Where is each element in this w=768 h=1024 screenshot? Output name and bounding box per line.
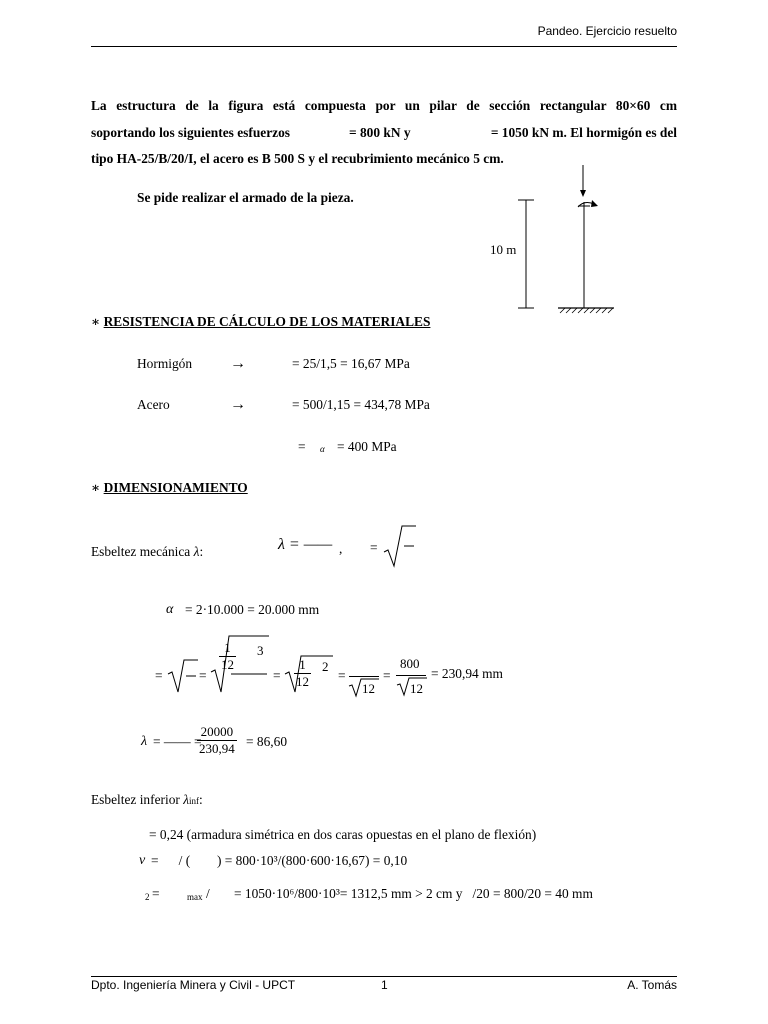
lambda-value-eq: = —— = [153,734,202,749]
intro-line-2-c: = 1050 kN m. El hormigón es del [490,125,677,140]
gyration-eq-3: = [273,668,281,683]
esbeltez-mecanica-text: Esbeltez mecánica [91,544,191,559]
section-1-heading [91,314,430,330]
acero-limit-eq: = [298,439,306,454]
hormigon-label: Hormigón [137,356,193,371]
gyration-frac-2-exp: 2 [322,659,329,674]
buckling-length-alpha: α [166,602,174,617]
nu-symbol: ν [139,853,146,868]
esbeltez-mecanica-label [91,544,203,560]
gyration-sqrt-12: 12 [362,681,375,696]
c-coefficient-line: = 0,24 (armadura simétrica en dos caras opuestas en el plano de flexión) [149,827,537,842]
acero-limit-alpha: α [320,444,325,454]
gyration-result: = 230,94 mm [431,666,503,681]
footer-rule [91,976,677,977]
radius-sqrt-icon [382,522,418,570]
esbeltez-inferior-lambda: λ [183,792,190,807]
section-1-title: RESISTENCIA DE CÁLCULO DE LOS MATERIALES [103,314,431,329]
running-header: Pandeo. Ejercicio resuelto [537,24,677,38]
gyration-frac-1-num: 1 [224,640,231,655]
gyration-frac-1-den: 12 [221,657,234,672]
task-statement: Se pide realizar el armado de la pieza. [137,190,354,205]
gyration-eq-1: = [155,668,163,683]
gyration-sqrt-1-icon [166,652,200,696]
axial-load-arrow-icon [580,165,586,197]
esbeltez-inferior-text: Esbeltez inferior [91,792,180,807]
esbeltez-mecanica-colon: : [199,544,204,559]
gyration-sqrt-den: 12 [410,681,423,696]
section-1-bullet: ∗ [91,314,101,329]
hormigon-value: = 25/1,5 = 16,67 MPa [292,356,410,371]
acero-value: = 500/1,15 = 434,78 MPa [292,397,430,412]
section-2-heading [91,480,248,496]
lambda-value-num: 20000 [200,724,234,739]
hormigon-arrow-icon: → [230,355,246,372]
e2-eq: = [152,886,160,901]
e2-max: max [187,892,203,902]
gyration-frac-1-exp: 3 [257,643,264,658]
intro-line-1: La estructura de la figura está compuesta por un pilar de sección rectangular 80×60 cm [91,98,677,113]
gyration-frac-2-den: 12 [296,674,309,689]
lambda-value-sym: λ [141,734,148,749]
intro-line-2-b: = 800 kN y [349,125,411,140]
intro-line-2 [91,125,677,143]
intro-line-3: tipo HA-25/B/20/I, el acero es B 500 S y el recubrimiento mecánico 5 cm. [91,151,504,166]
gyration-frac-1 [219,640,236,673]
section-2-bullet: ∗ [91,480,101,495]
intro-line-2-a: soportando los siguientes esfuerzos [91,125,291,140]
e2-sub: 2 [145,892,150,902]
acero-label: Acero [137,397,170,412]
gyration-frac-2-num: 1 [299,657,306,672]
lambda-definition-comma: , [339,541,343,556]
gyration-eq-5: = [383,668,391,683]
gyration-frac-2 [294,657,311,690]
gyration-frac-3-num: 800 [400,656,420,671]
esbeltez-mecanica-lambda: λ [193,544,200,559]
section-2-title: DIMENSIONAMIENTO [103,480,248,495]
footer-right: A. Tomás [627,978,677,992]
nu-line: = / ( ) = 800·10³/(800·600·16,67) = 0,10 [151,853,408,868]
buckling-length-value: = 2·10.000 = 20.000 mm [185,602,320,617]
esbeltez-inferior-sub: inf [189,796,200,806]
e2-value: = 1050·10⁶/800·10³= 1312,5 mm > 2 cm y /20 = 800/20 = 40 mm [234,886,593,901]
acero-limit-value: = 400 MPa [337,439,397,454]
fixed-support-icon [558,308,614,313]
gyration-eq-2: = [199,668,207,683]
radius-definition-eq: = [370,540,378,555]
lambda-definition: λ = —— [278,536,333,553]
lambda-value-den: 230,94 [199,741,235,756]
esbeltez-inferior-colon: : [199,792,203,807]
column-figure [480,160,640,320]
footer-left: Dpto. Ingeniería Minera y Civil - UPCT [91,978,296,992]
acero-arrow-icon: → [230,396,246,413]
lambda-value-frac [197,724,237,757]
gyration-eq-4: = [338,668,346,683]
height-label: 10 m [490,242,517,257]
height-dimension [518,200,534,308]
lambda-value-result: = 86,60 [246,734,288,749]
e2-slash: / [206,886,210,901]
header-rule [91,46,677,47]
footer-page-number: 1 [381,978,388,992]
esbeltez-inferior-label [91,792,203,808]
